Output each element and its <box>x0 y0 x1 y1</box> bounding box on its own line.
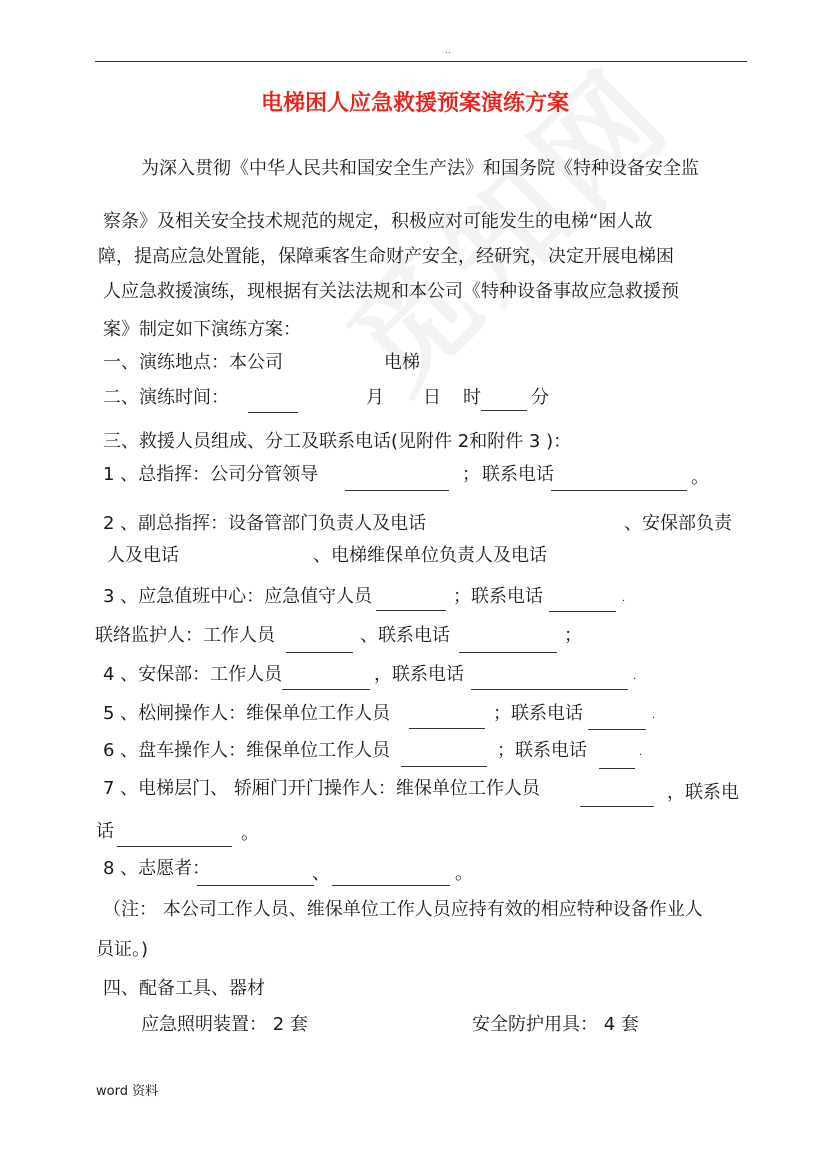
item1-sep: ； <box>462 464 480 485</box>
monitor-staff-blank[interactable] <box>286 652 353 653</box>
year-blank[interactable] <box>248 412 298 413</box>
tool-lighting: 应急照明装置： 2 套 <box>141 1014 308 1035</box>
header-rule <box>95 61 747 62</box>
item3-sep: ；联系电话 <box>453 586 543 607</box>
minute-blank[interactable] <box>481 410 527 411</box>
security-staff-blank[interactable] <box>282 689 370 690</box>
section4-heading: 四、配备工具、器材 <box>103 978 265 999</box>
intro-line-4: 人应急救援演练，现根据有关法法规和本公司《特种设备事故应急救援预 <box>103 281 679 302</box>
section2-label: 二、演练时间： <box>103 387 229 408</box>
item7-line2: 话 <box>96 821 114 842</box>
intro-line-3: 障，提高应急处置能，保障乘客生命财产安全，经研究，决定开展电梯困 <box>98 246 674 267</box>
item8-label: 8 、志愿者： <box>103 858 211 879</box>
item1-phone-label: 联系电话 <box>482 464 554 485</box>
day-label: 日 <box>423 387 441 408</box>
hand-wind-operator-blank[interactable] <box>401 766 487 767</box>
item2-line1: 2 、副总指挥：设备管部门负责人及电话 <box>103 513 427 534</box>
intro-line-2: 察条》及相关安全技术规范的规定，积极应对可能发生的电梯“困人故 <box>103 211 653 232</box>
commander-phone-blank[interactable] <box>551 490 687 491</box>
item2-line1-suffix: 、安保部负责 <box>624 513 732 534</box>
item5-mark: · <box>652 713 656 724</box>
item3-mark: · <box>622 596 626 607</box>
duty-staff-blank[interactable] <box>376 610 446 611</box>
section1-suffix: 电梯 <box>384 352 420 373</box>
commander-blank[interactable] <box>345 490 449 491</box>
monitor-sep: 、联系电话 <box>360 625 450 646</box>
security-phone-blank[interactable] <box>471 689 628 690</box>
item8-sep: 、 <box>312 863 330 884</box>
month-label: 月 <box>366 387 384 408</box>
document-title: 电梯困人应急救援预案演练方案 <box>260 91 569 116</box>
item6-mark: · <box>639 750 643 761</box>
monitor-end: ； <box>564 625 582 646</box>
monitor-label: 联络监护人：工作人员 <box>95 625 275 646</box>
door-phone-blank[interactable] <box>117 846 232 847</box>
item7-sep: ，联系电 <box>667 782 739 803</box>
section1-label: 一、演练地点：本公司 <box>103 352 283 373</box>
volunteer-2-blank[interactable] <box>332 885 450 886</box>
note-line1: （注： 本公司工作人员、维保单位工作人员应持有效的相应特种设备作业人 <box>103 899 703 920</box>
intro-line-5: 案》制定如下演练方案： <box>103 319 301 340</box>
header-mark: .. <box>445 46 451 56</box>
item2-line2a: 人及电话 <box>107 545 179 566</box>
item4-mark: · <box>633 674 637 685</box>
item3-label: 3 、应急值班中心：应急值守人员 <box>103 586 373 607</box>
item2-line2b: 、电梯维保单位负责人及电话 <box>313 545 547 566</box>
item8-end: 。 <box>455 863 473 884</box>
hand-wind-phone-blank[interactable] <box>599 768 635 769</box>
item7-label: 7 、电梯层门、 轿厢门开门操作人：维保单位工作人员 <box>103 778 540 799</box>
item6-sep: ；联系电话 <box>497 740 587 761</box>
note-line2: 员证。) <box>96 939 149 960</box>
monitor-phone-blank[interactable] <box>459 652 557 653</box>
page-footer: word 资料 <box>96 1084 159 1099</box>
section3-heading: 三、救援人员组成、分工及联系电话(见附件 2和附件 3 )： <box>103 431 572 452</box>
brake-operator-blank[interactable] <box>409 728 485 729</box>
item5-label: 5 、松闸操作人：维保单位工作人员 <box>103 703 391 724</box>
brake-phone-blank[interactable] <box>588 729 646 730</box>
minute-label: 分 <box>531 387 549 408</box>
duty-phone-blank[interactable] <box>549 611 616 612</box>
tool-protection: 安全防护用具： 4 套 <box>472 1014 639 1035</box>
item5-sep: ；联系电话 <box>493 703 583 724</box>
item4-label: 4 、安保部：工作人员 <box>103 664 283 685</box>
item4-sep: ，联系电话 <box>374 664 464 685</box>
intro-line-1: 为深入贯彻《中华人民共和国安全生产法》和国务院《特种设备安全监 <box>141 158 699 179</box>
hour-label: 时 <box>463 387 481 408</box>
item1-label: 1 、总指挥：公司分管领导 <box>103 464 319 485</box>
item6-label: 6 、盘车操作人：维保单位工作人员 <box>103 740 391 761</box>
item1-end: 。 <box>691 467 709 488</box>
volunteer-1-blank[interactable] <box>197 885 314 886</box>
door-operator-blank[interactable] <box>580 806 654 807</box>
item7-end: 。 <box>241 823 259 844</box>
